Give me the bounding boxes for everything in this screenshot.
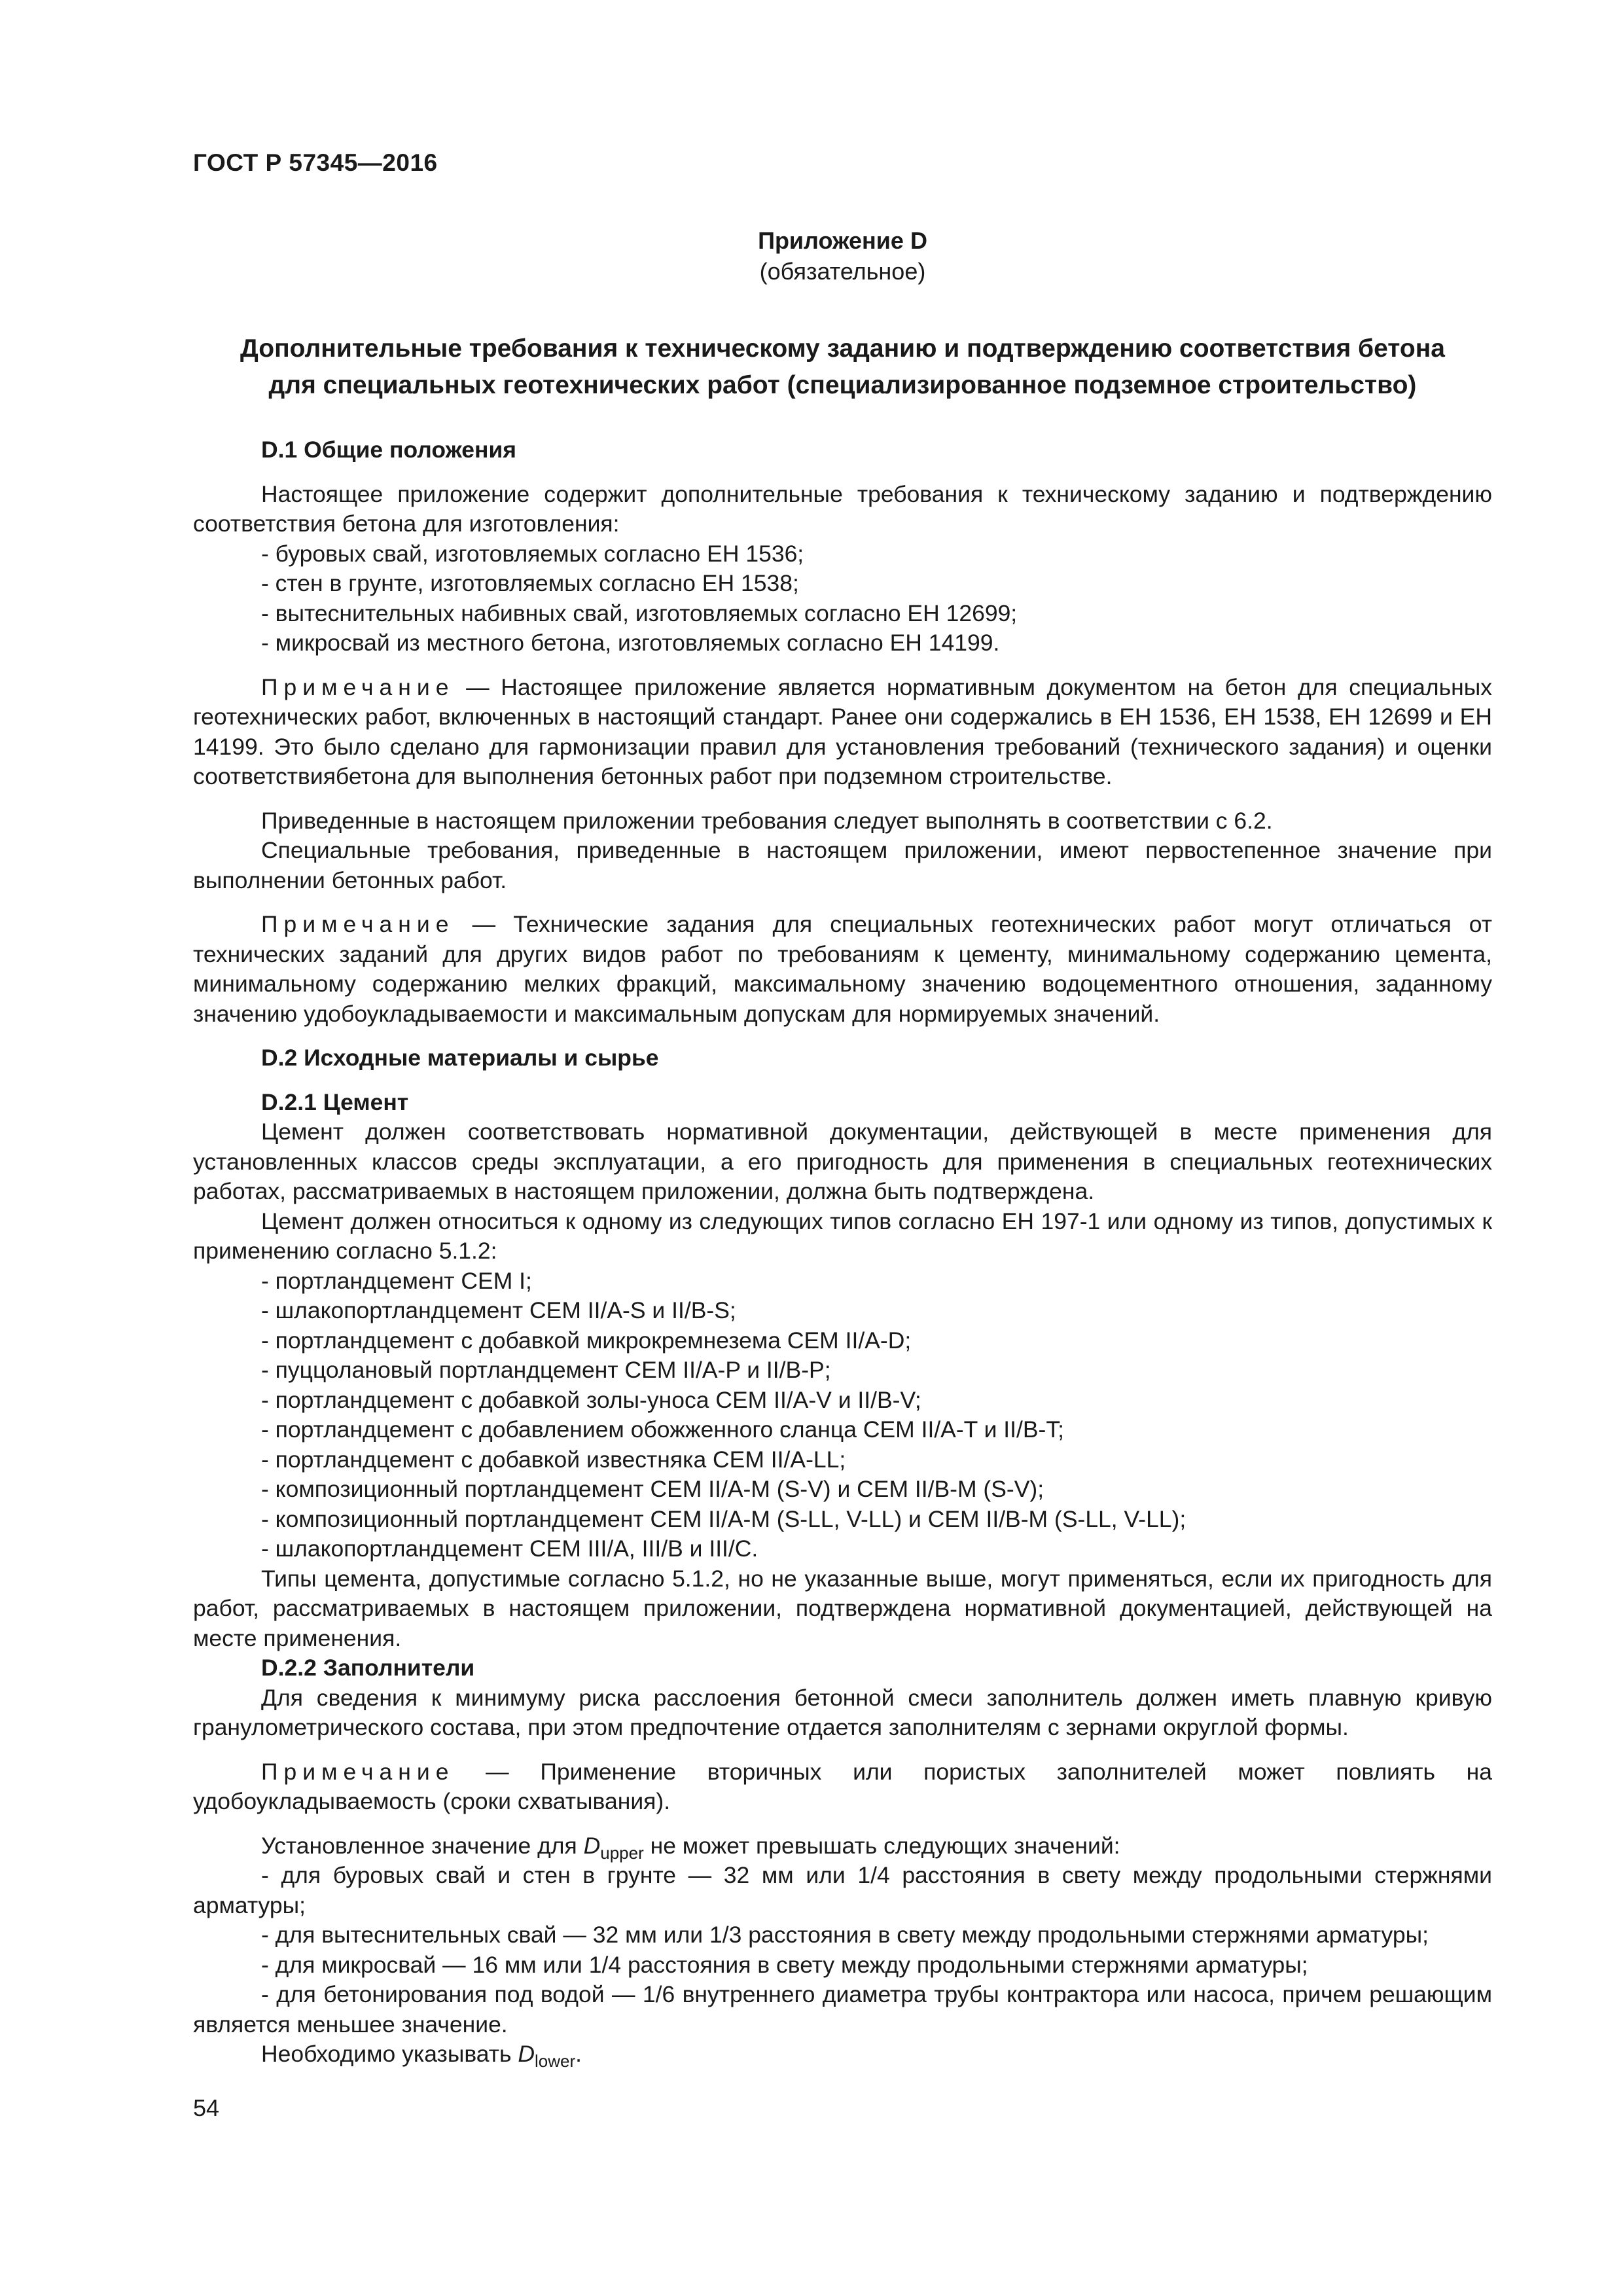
paragraph: Настоящее приложение содержит дополнительные требования к техническому заданию и подтверждению соответствия бетона для изготовления:: [193, 480, 1492, 537]
paragraph: Цемент должен соответствовать нормативной документации, действующей в месте применения для установленных классов среды эксплуатации, а его пригодность для применения в специальных геотехнических работах, рассматриваемых в настоящем приложении, должна быть подтверждена.: [193, 1119, 1492, 1204]
dupper-subscript: upper: [600, 1842, 644, 1863]
annex-heading-line1: Дополнительные требования к техническому заданию и подтверждению соответствия бетона: [240, 334, 1445, 363]
paragraph: Для сведения к минимуму риска расслоения бетонной смеси заполнитель должен иметь плавную кривую гранулометрического состава, при этом предпочтение отдается заполнителям с зернами округлой формы.: [193, 1684, 1492, 1740]
note-text: — Настоящее приложение является нормативным документом на бетон для специальных геотехнических работ, включенных в настоящий стандарт. Ранее они содержались в ЕН 1536, ЕН 1538, ЕН 12699 и ЕН 14199. Это было сделано для гармонизации правил для установления требований (технического задания) и оценки соответствиябетона для выполнения бетонных работ при подземном строительстве.: [193, 673, 1492, 789]
list-item: - композиционный портландцемент CEM II/A-M (S-LL, V-LL) и CEM II/B-M (S-LL, V-LL);: [261, 1505, 1186, 1532]
paragraph: Цемент должен относиться к одному из следующих типов согласно ЕН 197-1 или одному из типов, допустимых к применению согласно 5.1.2:: [193, 1208, 1492, 1264]
standard-header: ГОСТ Р 57345—2016: [193, 149, 438, 176]
note-label: Примечание: [261, 911, 455, 937]
list-item: - для микросвай — 16 мм или 1/4 расстояния в свету между продольными стержнями арматуры;: [261, 1951, 1308, 1978]
paragraph-dlower: Необходимо указывать $D_{lower}$.: [261, 2041, 582, 2071]
list-item: - для вытеснительных свай — 32 мм или 1/3 расстояния в свету между продольными стержнями арматуры;: [261, 1922, 1429, 1948]
paragraph-dupper: Установленное значение для $D_{upper}$ не может превышать следующих значений:: [261, 1832, 1120, 1863]
note-paragraph: [193, 1757, 1492, 1817]
list-item: - портландцемент с добавкой золы-уноса CEM II/A-V и II/B-V;: [261, 1386, 921, 1413]
d-symbol: D: [583, 1832, 601, 1859]
annex-heading: [193, 331, 1492, 404]
dlower-subscript: lower: [535, 2051, 576, 2071]
list-item: - вытеснительных набивных свай, изготовляемых согласно ЕН 12699;: [261, 600, 1018, 626]
list-item: - стен в грунте, изготовляемых согласно ЕН 1538;: [261, 570, 799, 596]
list-item: - шлакопортландцемент CEM II/A-S и II/B-S;: [261, 1297, 736, 1323]
paragraph: Специальные требования, приведенные в настоящем приложении, имеют первостепенное значение при выполнении бетонных работ.: [193, 837, 1492, 893]
list-item: - для буровых свай и стен в грунте — 32 мм или 1/4 расстояния в свету между продольными стержнями арматуры;: [193, 1862, 1492, 1918]
d-symbol: D: [518, 2041, 535, 2067]
note-text: — Применение вторичных или пористых заполнителей может повлиять на удобоукладываемость (сроки схватывания).: [193, 1758, 1492, 1814]
list-item: - пуццолановый портландцемент CEM II/A-P и II/B-P;: [261, 1357, 831, 1383]
section-heading-d2: D.2 Исходные материалы и сырье: [261, 1045, 659, 1071]
note-paragraph: [193, 910, 1492, 1029]
paragraph: Типы цемента, допустимые согласно 5.1.2, но не указанные выше, могут применяться, если их пригодность для работ, рассматриваемых в настоящем приложении, подтверждена нормативной документацией, действующей на месте применения.: [193, 1565, 1492, 1651]
list-item: - шлакопортландцемент CEM III/A, III/B и III/C.: [261, 1535, 758, 1562]
annex-kind: (обязательное): [759, 258, 926, 285]
list-item: - портландцемент с добавлением обожженного сланца CEM II/A-T и II/B-T;: [261, 1416, 1064, 1443]
list-item: - портландцемент с добавкой микрокремнезема CEM II/A-D;: [261, 1327, 912, 1354]
note-paragraph: [193, 673, 1492, 792]
page-number: 54: [193, 2094, 220, 2121]
note-label: Примечание: [261, 673, 455, 700]
subsection-heading-d22: D.2.2 Заполнители: [261, 1655, 475, 1681]
list-item: - микросвай из местного бетона, изготовляемых согласно ЕН 14199.: [261, 630, 1000, 656]
note-label: Примечание: [261, 1758, 455, 1785]
list-item: - портландцемент CEM I;: [261, 1267, 532, 1294]
list-item: - портландцемент с добавкой известняка CEM II/A-LL;: [261, 1446, 846, 1473]
subsection-heading-d21: D.2.1 Цемент: [261, 1088, 409, 1115]
annex-heading-line2: для специальных геотехнических работ (специализированное подземное строительство): [268, 371, 1417, 399]
section-heading-d1: D.1 Общие положения: [261, 437, 516, 463]
note-text: — Технические задания для специальных геотехнических работ могут отличаться от технических заданий для других видов работ по требованиям к цементу, минимальному содержанию цемента, минимальному содержанию мелких фракций, максимальному значению водоцементного отношения, заданному значению удобоукладываемости и максимальным допускам для нормируемых значений.: [193, 911, 1492, 1027]
paragraph: Приведенные в настоящем приложении требования следует выполнять в соответствии с 6.2.: [261, 807, 1273, 834]
list-item: - для бетонирования под водой — 1/6 внутреннего диаметра трубы контрактора или насоса, причем решающим является меньшее значение.: [193, 1981, 1492, 2037]
document-body: [193, 435, 1492, 2070]
list-item: - композиционный портландцемент CEM II/A-M (S-V) и CEM II/B-M (S-V);: [261, 1476, 1044, 1502]
annex-title: Приложение D: [758, 227, 927, 254]
list-item: - буровых свай, изготовляемых согласно ЕН 1536;: [261, 540, 804, 567]
